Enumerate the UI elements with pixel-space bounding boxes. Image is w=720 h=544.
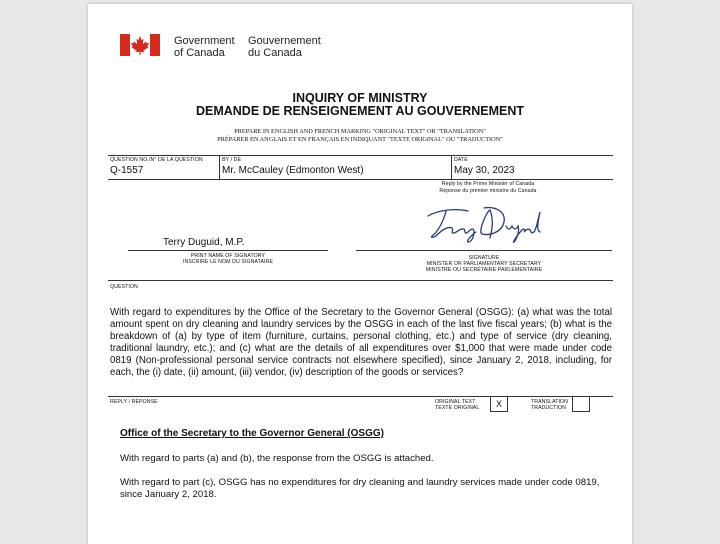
reply-by-en: Reply by the Prime Minister of Canada — [441, 181, 535, 187]
by-label: BY / DE — [222, 157, 242, 163]
original-text-checkbox: X — [490, 396, 508, 412]
question-text: With regard to expenditures by the Office of the Secretary to the Governor General (OSGG): (a) what was the total amount spent on dry cleaning and laundry services by the OSGG in each of the last five fiscal years; (b) what is the breakdown of (a) by type of item (furniture, curtains, personal clothing, etc.) and type of service (dry cleaning, traditional laundry, etc.); and (c) what are the details of all expenditures over $1,000 that were made under code 0819 (Non-professional personal service contracts not elsewhere specified), since January 2, 2018, including, for each, the (i) date, (ii) amount, (iii) vendor, (iv) description of the goods or services? — [110, 307, 612, 378]
reply-by-fr: Réponse du premier ministre du Canada — [439, 188, 537, 194]
title-fr: DEMANDE DE RENSEIGNEMENT AU GOUVERNEMENT — [195, 104, 525, 118]
reply-paragraph-2: With regard to part (c), OSGG has no expenditures for dry cleaning and laundry services made under code 0819, since January 2, 2018. — [120, 477, 600, 500]
original-text-label-en: ORIGINAL TEXT — [435, 399, 476, 405]
question-number: Q-1557 — [110, 165, 144, 176]
row-top-rule — [108, 155, 613, 156]
translation-label-en: TRANSLATION — [531, 399, 569, 405]
gov-fr-line2: du Canada — [248, 47, 302, 59]
reply-label: REPLY / RÉPONSE — [110, 399, 158, 405]
reply-heading: Office of the Secretary to the Governor General (OSGG) — [120, 428, 384, 439]
translation-label-fr: TRADUCTION — [531, 405, 567, 411]
signature-rule — [356, 250, 612, 251]
row-bottom-rule — [108, 179, 613, 180]
signature-label: SIGNATURE — [468, 255, 500, 261]
translation-checkbox — [572, 396, 590, 412]
handwritten-signature — [424, 202, 544, 246]
instructions-fr: PRÉPARER EN ANGLAIS ET EN FRANÇAIS EN INDIQUANT "TEXTE ORIGINAL" OU "TRADUCTION" — [217, 136, 503, 143]
title-en: INQUIRY OF MINISTRY — [292, 91, 428, 105]
gov-en-line2: of Canada — [174, 47, 225, 59]
document-page — [88, 4, 632, 544]
question-rule — [108, 280, 613, 281]
question-no-label: QUESTION NO./N° DE LA QUESTION — [110, 157, 203, 163]
signatory-name: Terry Duguid, M.P. — [163, 237, 245, 248]
row-divider-1 — [219, 155, 220, 180]
original-text-label-fr: TEXTE ORIGINAL — [435, 405, 480, 411]
print-name-rule — [128, 250, 328, 251]
print-name-label-fr: INSCRIRE LE NOM DU SIGNATAIRE — [182, 259, 274, 265]
reply-paragraph-1: With regard to parts (a) and (b), the response from the OSGG is attached. — [120, 453, 434, 464]
canada-flag-icon — [120, 34, 160, 56]
gov-fr-line1: Gouvernement — [248, 35, 321, 47]
print-name-label-en: PRINT NAME OF SIGNATORY — [190, 253, 266, 259]
signature-role-en: MINISTER OR PARLIAMENTARY SECRETARY — [426, 261, 542, 267]
row-divider-2 — [451, 155, 452, 180]
asked-by: Mr. McCauley (Edmonton West) — [222, 165, 364, 176]
question-label: QUESTION — [110, 284, 138, 290]
signature-role-fr: MINISTRE OU SECRÉTAIRE PARLEMENTAIRE — [425, 267, 543, 273]
question-date: May 30, 2023 — [454, 165, 515, 176]
gov-en-line1: Government — [174, 35, 235, 47]
date-label: DATE — [454, 157, 468, 163]
reply-rule — [108, 396, 613, 397]
instructions-en: PREPARE IN ENGLISH AND FRENCH MARKING "ORIGINAL TEXT" OR "TRANSLATION" — [234, 128, 486, 135]
